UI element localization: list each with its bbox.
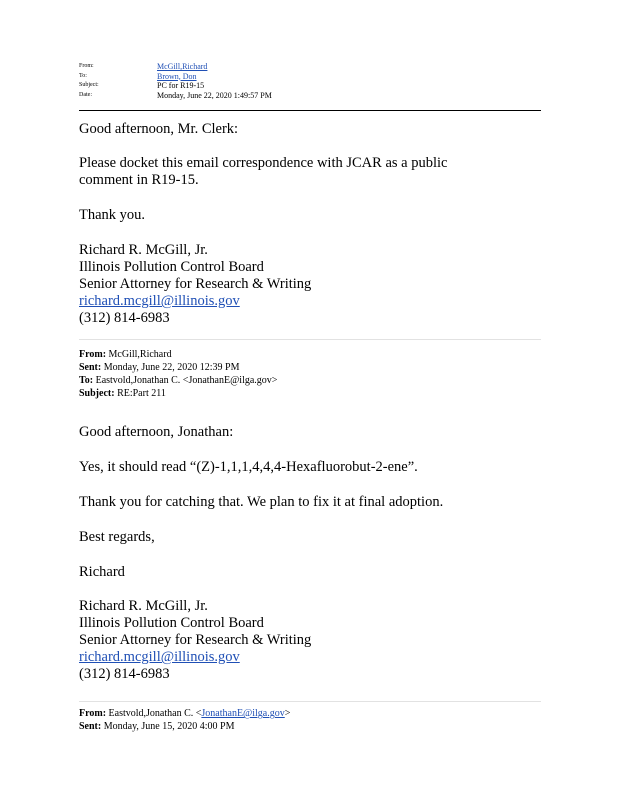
signature-email-link[interactable]: richard.mcgill@illinois.gov (79, 293, 240, 309)
header-date-label: Date: (79, 91, 92, 98)
message-2-line-1: Yes, it should read “(Z)-1,1,1,4,4,4-Hexafluorobut-2-ene”. (79, 459, 418, 475)
reply-1-sent-label: Sent: (79, 362, 102, 373)
email-header (79, 62, 549, 100)
header-to-label: To: (79, 72, 87, 79)
message-1-line-2: comment in R19-15. (79, 172, 199, 188)
reply-1-to-value: Eastvold,Jonathan C. <JonathanE@ilga.gov> (95, 375, 278, 386)
message-2 (79, 424, 443, 581)
header-subject-value: PC for R19-15 (157, 81, 205, 90)
header-to-row (79, 72, 549, 82)
reply-1-to-label: To: (79, 375, 94, 386)
reply-2-from-end: > (284, 708, 291, 719)
header-to-link[interactable]: Brown, Don (157, 71, 197, 81)
header-subject-label: Subject: (79, 82, 99, 88)
signature-2-phone: (312) 814-6983 (79, 666, 170, 682)
header-divider (79, 110, 541, 111)
reply-2-divider (79, 701, 541, 702)
signature-name: Richard R. McGill, Jr. (79, 242, 208, 258)
signature-2-email-link[interactable]: richard.mcgill@illinois.gov (79, 649, 240, 665)
message-2-line-2: Thank you for catching that. We plan to fix it at final adoption. (79, 494, 444, 510)
message-1-line-1: Please docket this email correspondence with JCAR as a public (79, 155, 448, 171)
signature-2-name: Richard R. McGill, Jr. (79, 598, 208, 614)
signature-phone: (312) 814-6983 (79, 310, 170, 326)
header-from-label: From: (79, 63, 94, 69)
signature-2 (79, 598, 311, 683)
signature-title: Senior Attorney for Research & Writing (79, 276, 312, 292)
message-1 (79, 121, 447, 224)
header-from-link[interactable]: McGill,Richard (157, 62, 208, 71)
reply-1-subject-label: Subject: (79, 388, 115, 399)
message-2-closing: Best regards, (79, 529, 155, 545)
header-subject-row (79, 81, 549, 91)
signature-org: Illinois Pollution Control Board (79, 259, 264, 275)
reply-1-from-value: McGill,Richard (108, 349, 172, 360)
reply-2-sent-label: Sent: (79, 721, 102, 732)
reply-1-from-label: From: (79, 349, 107, 360)
reply-2-from-email-link[interactable]: JonathanE@ilga.gov (201, 708, 285, 719)
message-1-thanks: Thank you. (79, 207, 146, 223)
reply-1-header (79, 348, 277, 400)
reply-2-header (79, 707, 290, 733)
reply-1-subject-value: RE:Part 211 (117, 388, 166, 399)
reply-1-divider (79, 339, 541, 340)
signature-2-title: Senior Attorney for Research & Writing (79, 632, 312, 648)
reply-2-from-label: From: (79, 708, 107, 719)
signature-1 (79, 242, 311, 327)
reply-2-sent-value: Monday, June 15, 2020 4:00 PM (103, 721, 235, 732)
header-date-row (79, 91, 549, 101)
message-2-signoff: Richard (79, 564, 125, 580)
reply-1-sent-value: Monday, June 22, 2020 12:39 PM (103, 362, 240, 373)
header-from-row (79, 62, 549, 72)
message-1-greeting: Good afternoon, Mr. Clerk: (79, 121, 239, 137)
reply-2-from-name: Eastvold,Jonathan C. < (108, 708, 202, 719)
signature-2-org: Illinois Pollution Control Board (79, 615, 264, 631)
message-2-greeting: Good afternoon, Jonathan: (79, 424, 234, 440)
header-date-value: Monday, June 22, 2020 1:49:57 PM (157, 90, 272, 100)
